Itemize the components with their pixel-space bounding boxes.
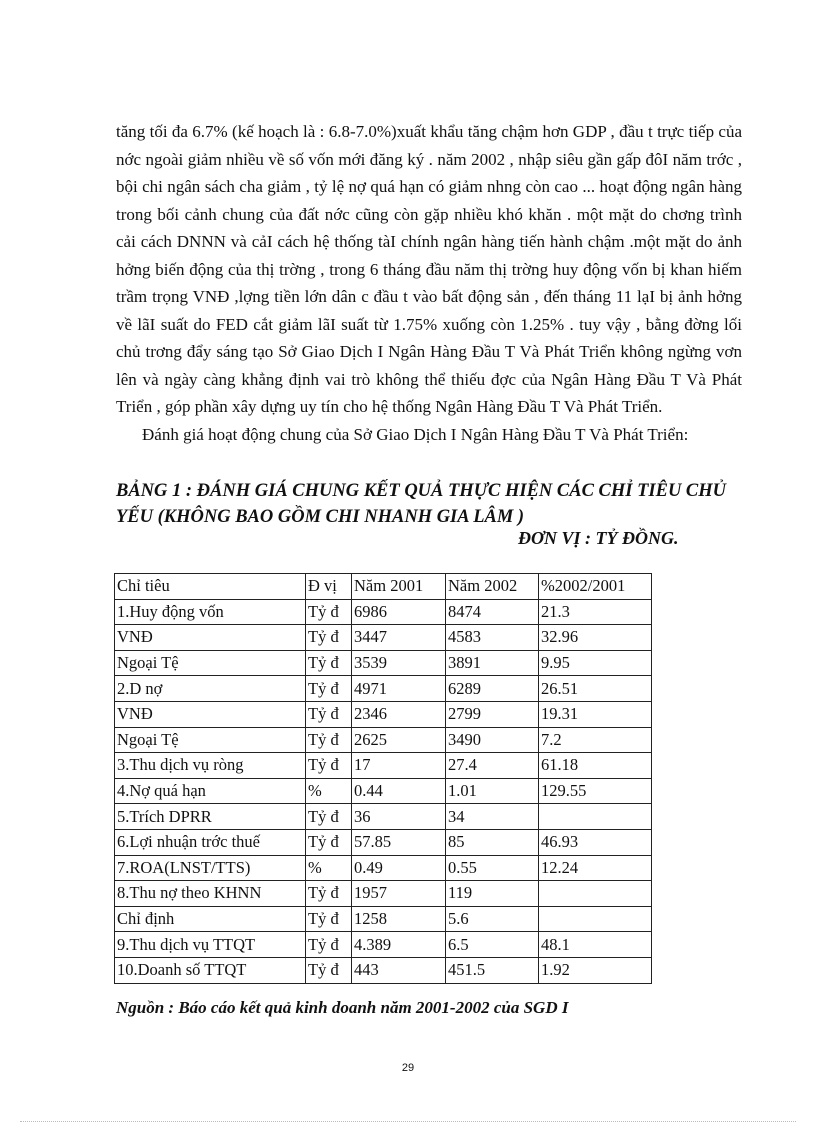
table-cell: Tỷ đ: [306, 957, 352, 983]
table-row: [115, 625, 652, 651]
table-cell: [539, 881, 652, 907]
table-cell: VNĐ: [115, 701, 306, 727]
table-cell: Ngoại Tệ: [115, 650, 306, 676]
table-cell: 36: [352, 804, 446, 830]
table-cell: 0.55: [446, 855, 539, 881]
table-cell: 8.Thu nợ theo KHNN: [115, 881, 306, 907]
table-header-row: [115, 574, 652, 600]
table-row: [115, 906, 652, 932]
header-cell: Năm 2002: [446, 574, 539, 600]
table-cell: 1.01: [446, 778, 539, 804]
table-cell: Tỷ đ: [306, 753, 352, 779]
table-cell: [539, 804, 652, 830]
source-note: Nguồn : Báo cáo kết quả kinh doanh năm 2001-2002 của SGD I: [116, 998, 569, 1017]
table-cell: 2625: [352, 727, 446, 753]
table-row: [115, 676, 652, 702]
table-cell: Tỷ đ: [306, 906, 352, 932]
table-cell: Chỉ định: [115, 906, 306, 932]
table-row: [115, 881, 652, 907]
header-cell: %2002/2001: [539, 574, 652, 600]
table-cell: 2799: [446, 701, 539, 727]
table-cell: Tỷ đ: [306, 881, 352, 907]
table-row: [115, 829, 652, 855]
table-cell: 3490: [446, 727, 539, 753]
header-cell: Năm 2001: [352, 574, 446, 600]
table-cell: Tỷ đ: [306, 727, 352, 753]
table-cell: 19.31: [539, 701, 652, 727]
table-cell: %: [306, 778, 352, 804]
table-cell: 5.6: [446, 906, 539, 932]
table-cell: Tỷ đ: [306, 829, 352, 855]
table-cell: 1957: [352, 881, 446, 907]
table-cell: Ngoại Tệ: [115, 727, 306, 753]
header-cell: Chỉ tiêu: [115, 574, 306, 600]
table-row: [115, 957, 652, 983]
table-cell: [539, 906, 652, 932]
table-row: [115, 650, 652, 676]
table-cell: Tỷ đ: [306, 932, 352, 958]
table-cell: 129.55: [539, 778, 652, 804]
table-cell: 4.Nợ quá hạn: [115, 778, 306, 804]
table-cell: 5.Trích DPRR: [115, 804, 306, 830]
table-row: [115, 855, 652, 881]
table-cell: 4.389: [352, 932, 446, 958]
paragraph-intro-table: Đánh giá hoạt động chung của Sở Giao Dịch I Ngân Hàng Đầu T Và Phát Triển:: [142, 424, 689, 444]
table-cell: 85: [446, 829, 539, 855]
table-row: [115, 778, 652, 804]
table-row: [115, 753, 652, 779]
paragraph-main: tăng tối đa 6.7% (kế hoạch là : 6.8-7.0%)xuất khẩu tăng chậm hơn GDP , đầu t trực tiếp của nớc ngoài giảm nhiều về số vốn mới đăng ký . năm 2002 , nhập siêu gần gấp đôI năm trớc , bội chi ngân sách cha giảm , tỷ lệ nợ quá hạn có giảm nhng còn cao ... hoạt động ngân hàng trong bối cảnh chung của đất nớc cũng còn gặp nhiều khó khăn . một mặt do chơng trình cải cách DNNN và cảI cách hệ thống tàI chính ngân hàng tiến hành chậm .một mặt do ảnh hởng biến động của thị trờng , trong 6 tháng đầu năm thị trờng huy động vốn bị khan hiếm trầm trọng VNĐ ,lợng tiền lớn dân c đầu t vào bất động sản , đến tháng 11 lạI bị ảnh hởng về lãI suất do FED cắt giảm lãI suất từ 1.75% xuống còn 1.25% . tuy vậy , bằng đờng lối chủ trơng đẩy sáng tạo Sở Giao Dịch I Ngân Hàng Đầu T Và Phát Triển không ngừng vơn lên và ngày càng khẳng định vai trò không thể thiếu đợc của Ngân Hàng Đầu T Và Phát Triển , góp phần xây dựng uy tín cho hệ thống Ngân Hàng Đầu T Và Phát Triển.: [116, 122, 742, 416]
results-table: [114, 573, 652, 984]
table-cell: 443: [352, 957, 446, 983]
table-row: [115, 599, 652, 625]
table-cell: 61.18: [539, 753, 652, 779]
table-cell: 46.93: [539, 829, 652, 855]
table-cell: 26.51: [539, 676, 652, 702]
table-cell: 7.2: [539, 727, 652, 753]
table-cell: Tỷ đ: [306, 599, 352, 625]
table-cell: 9.95: [539, 650, 652, 676]
table-cell: 1.Huy động vốn: [115, 599, 306, 625]
table-cell: 10.Doanh số TTQT: [115, 957, 306, 983]
table-cell: 1258: [352, 906, 446, 932]
body-text: [116, 118, 742, 448]
unit-label: ĐƠN VỊ : TỶ ĐỒNG.: [518, 528, 679, 548]
table-cell: Tỷ đ: [306, 676, 352, 702]
table-cell: VNĐ: [115, 625, 306, 651]
table-cell: Tỷ đ: [306, 625, 352, 651]
table-cell: Tỷ đ: [306, 701, 352, 727]
table-row: [115, 701, 652, 727]
table-cell: 3447: [352, 625, 446, 651]
table-cell: 9.Thu dịch vụ TTQT: [115, 932, 306, 958]
table-row: [115, 932, 652, 958]
table-cell: Tỷ đ: [306, 650, 352, 676]
table-cell: 0.44: [352, 778, 446, 804]
table-cell: 4971: [352, 676, 446, 702]
table-cell: 34: [446, 804, 539, 830]
table-cell: 6289: [446, 676, 539, 702]
table-cell: 8474: [446, 599, 539, 625]
table-cell: 7.ROA(LNST/TTS): [115, 855, 306, 881]
table-cell: %: [306, 855, 352, 881]
table-cell: 4583: [446, 625, 539, 651]
table-cell: 6.5: [446, 932, 539, 958]
table-cell: 3.Thu dịch vụ ròng: [115, 753, 306, 779]
table-cell: 12.24: [539, 855, 652, 881]
table-cell: 48.1: [539, 932, 652, 958]
table-caption: BẢNG 1 : ĐÁNH GIÁ CHUNG KẾT QUẢ THỰC HIỆN CÁC CHỈ TIÊU CHỦ YẾU (KHÔNG BAO GỒM CHI NHANH GIA LÂM ): [116, 481, 727, 527]
table-cell: 451.5: [446, 957, 539, 983]
table-cell: 1.92: [539, 957, 652, 983]
table-cell: 2346: [352, 701, 446, 727]
table-row: [115, 727, 652, 753]
page-number: 29: [401, 1062, 415, 1074]
table-cell: 6.Lợi nhuận trớc thuế: [115, 829, 306, 855]
table-cell: 57.85: [352, 829, 446, 855]
table-cell: 32.96: [539, 625, 652, 651]
header-cell: Đ vị: [306, 574, 352, 600]
table-row: [115, 804, 652, 830]
table-cell: 6986: [352, 599, 446, 625]
table-cell: 0.49: [352, 855, 446, 881]
table-cell: Tỷ đ: [306, 804, 352, 830]
table-cell: 3539: [352, 650, 446, 676]
table-cell: 27.4: [446, 753, 539, 779]
page-bottom-rule: [20, 1121, 796, 1122]
table-cell: 3891: [446, 650, 539, 676]
table-cell: 17: [352, 753, 446, 779]
table-cell: 2.D nợ: [115, 676, 306, 702]
table-cell: 21.3: [539, 599, 652, 625]
table-cell: 119: [446, 881, 539, 907]
